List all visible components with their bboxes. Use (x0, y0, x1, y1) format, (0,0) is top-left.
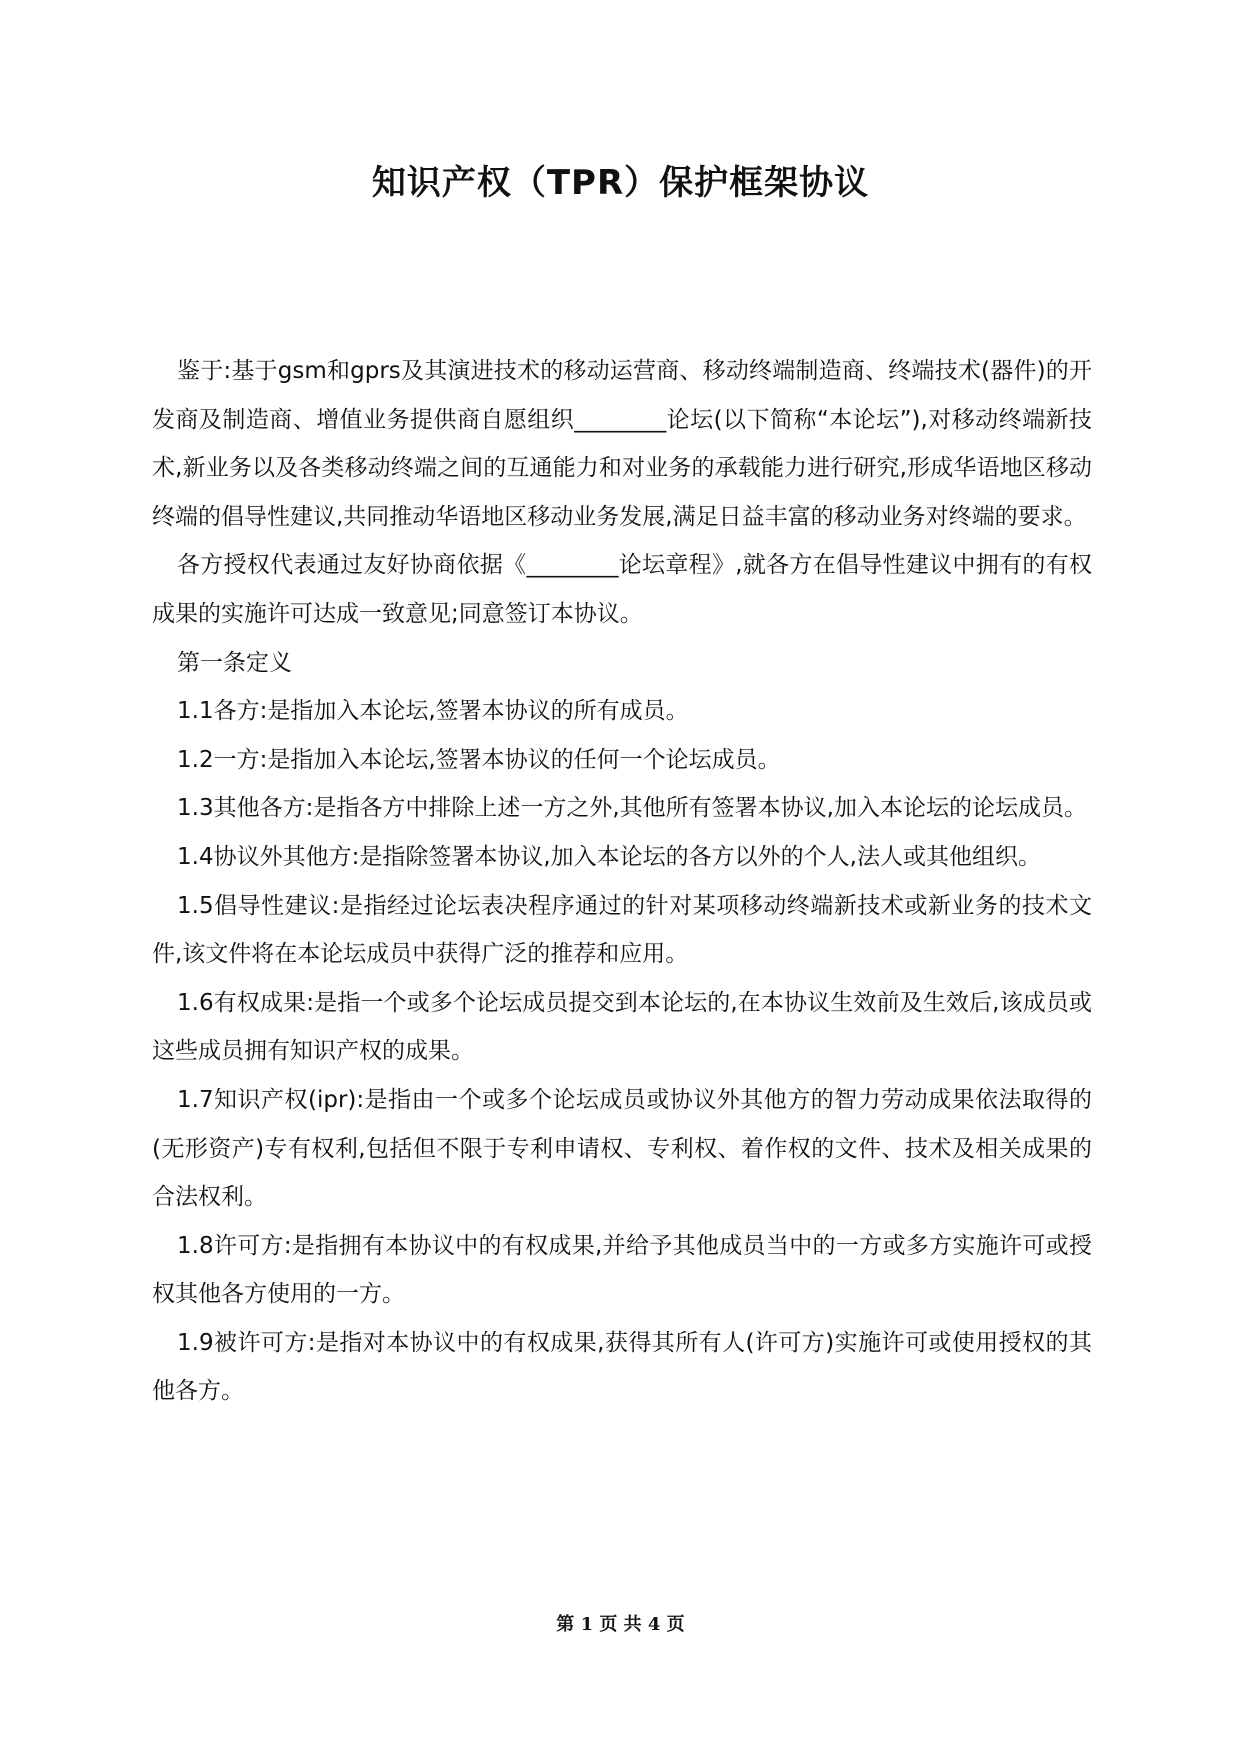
document-title: 知识产权（TPR）保护框架协议 (371, 163, 870, 203)
paragraph-authorization: 各方授权代表通过友好协商依据《________论坛章程》,就各方在倡导性建议中拥有的有权成果的实施许可达成一致意见;同意签订本协议。 (152, 552, 1092, 627)
definition-1-2: 1.2一方:是指加入本论坛,签署本协议的任何一个论坛成员。 (177, 746, 781, 773)
definition-1-6: 1.6有权成果:是指一个或多个论坛成员提交到本论坛的,在本协议生效前及生效后,该成员或这些成员拥有知识产权的成果。 (152, 989, 1092, 1065)
section-heading-definitions: 第一条定义 (177, 649, 292, 676)
definition-1-5: 1.5倡导性建议:是指经过论坛表决程序通过的针对某项移动终端新技术或新业务的技术文件,该文件将在本论坛成员中获得广泛的推荐和应用。 (152, 892, 1092, 968)
definition-1-1: 1.1各方:是指加入本论坛,签署本协议的所有成员。 (177, 698, 689, 725)
definition-1-7: 1.7知识产权(ipr):是指由一个或多个论坛成员或协议外其他方的智力劳动成果依法取得的(无形资产)专有权利,包括但不限于专利申请权、专利权、着作权的文件、技术及相关成果的合法权利。 (152, 1086, 1092, 1211)
definition-1-4: 1.4协议外其他方:是指除签署本协议,加入本论坛的各方以外的个人,法人或其他组织。 (177, 843, 1041, 870)
definition-1-8: 1.8许可方:是指拥有本协议中的有权成果,并给予其他成员当中的一方或多方实施许可或授权其他各方使用的一方。 (152, 1232, 1092, 1308)
page-number: 第 1 页 共 4 页 (556, 1614, 685, 1635)
document-body (152, 347, 1092, 1416)
paragraph-preamble: 鉴于:基于gsm和gprs及其演进技术的移动运营商、移动终端制造商、终端技术(器件)的开发商及制造商、增值业务提供商自愿组织________论坛(以下简称“本论坛”),对移动终端新技术,新业务以及各类移动终端之间的互通能力和对业务的承载能力进行研究,形成华语地区移动终端的倡导性建议,共同推动华语地区移动业务发展,满足日益丰富的移动业务对终端的要求。 (152, 358, 1092, 530)
definition-1-3: 1.3其他各方:是指各方中排除上述一方之外,其他所有签署本协议,加入本论坛的论坛成员。 (177, 795, 1087, 822)
definition-1-9: 1.9被许可方:是指对本协议中的有权成果,获得其所有人(许可方)实施许可或使用授权的其他各方。 (152, 1329, 1092, 1405)
